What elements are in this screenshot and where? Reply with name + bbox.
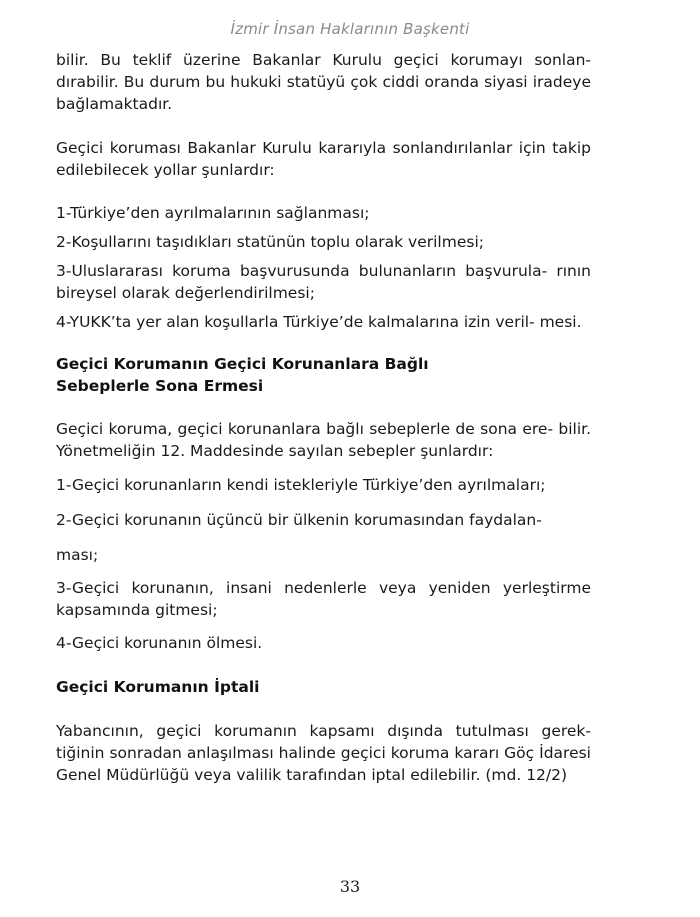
paragraph-continuation: bilir. Bu teklif üzerine Bakanlar Kurulu geçici korumayı sonlan- dırabilir. Bu durum bu hukuki statüyü çok ciddi oranda siyasi iradeye bağlamaktadır. (56, 51, 591, 113)
section-heading: Geçici Korumanın Geçici Korunanlara Bağlı Sebeplerle Sona Ermesi (56, 355, 429, 395)
list-item: 1-Türkiye’den ayrılmalarının sağlanması; (56, 204, 370, 222)
list-item: 2-Koşullarını taşıdıkları statünün toplu olarak verilmesi; (56, 233, 484, 251)
list-item: 4-YUKK’ta yer alan koşullarla Türkiye’de kalmalarına izin veril- mesi. (56, 313, 582, 331)
list-item: 3-Geçici korunanın, insani nedenlerle veya yeniden yerleştirme kapsamında gitmesi; (56, 579, 591, 619)
running-header: İzmir İnsan Haklarının Başkenti (230, 20, 470, 38)
paragraph-ways-intro: Geçici koruması Bakanlar Kurulu kararıyla sonlandırılanlar için takip edilebilecek yollar şunlardır: (56, 139, 591, 179)
page-number: 33 (339, 877, 361, 896)
list-item: 1-Geçici korunanların kendi istekleriyle Türkiye’den ayrılmaları; (56, 476, 546, 494)
list-item: 4-Geçici korunanın ölmesi. (56, 634, 263, 652)
list-item: 2-Geçici korunanın üçüncü bir ülkenin korumasından faydalan- (56, 511, 542, 529)
paragraph-reasons-intro: Geçici koruma, geçici korunanlara bağlı sebeplerle de sona ere- bilir. Yönetmeliğin 12. Maddesinde sayılan sebepler şunlardır: (56, 420, 591, 460)
list-item: ması; (56, 546, 99, 564)
list-item: 3-Uluslararası koruma başvurusunda bulunanların başvurula- rının bireysel olarak değerlendirilmesi; (56, 262, 591, 302)
paragraph-cancellation: Yabancının, geçici korumanın kapsamı dışında tutulması gerek- tiğinin sonradan anlaşılması halinde geçici koruma kararı Göç İdaresi Genel Müdürlüğü veya valilik tarafından iptal edilebilir. (md. 12/2) (56, 722, 591, 784)
section-heading: Geçici Korumanın İptali (56, 678, 260, 696)
page-body (56, 49, 591, 786)
